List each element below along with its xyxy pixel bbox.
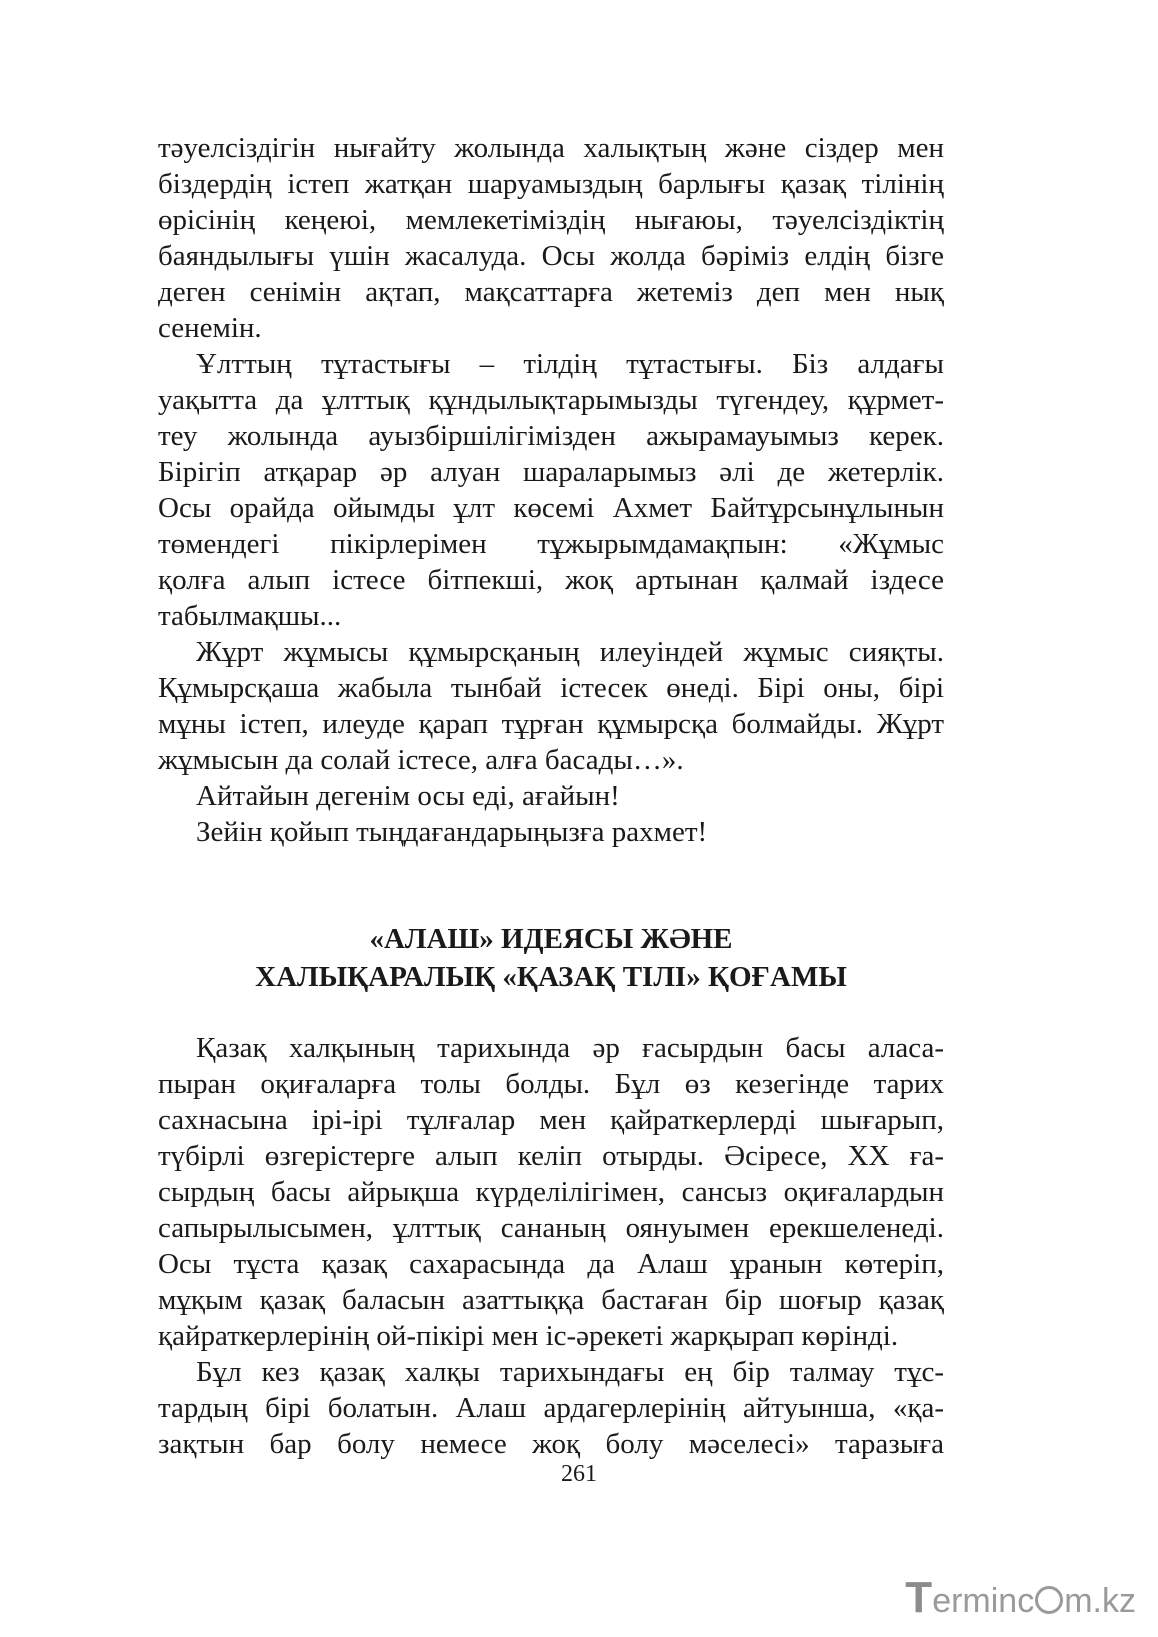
text-line: уақытта да ұлттық құндылықтарымызды түгендеу, құрмет- xyxy=(158,384,944,416)
site-watermark xyxy=(905,1573,1136,1623)
watermark-text-part1: erminc xyxy=(932,1582,1035,1620)
text-line: жұмысын да солай істесе, алға басады…». xyxy=(158,744,684,776)
section-title-line-2: ХАЛЫҚАРАЛЫҚ «ҚАЗАҚ ТІЛІ» ҚОҒАМЫ xyxy=(255,961,847,993)
text-line: Бұл кез қазақ халқы тарихындағы ең бір талмау тұс- xyxy=(196,1356,944,1388)
text-line: сенемін. xyxy=(158,312,262,344)
text-line: Ұлттың тұтастығы – тілдің тұтастығы. Біз алдағы xyxy=(196,348,944,380)
text-line: табылмақшы... xyxy=(158,600,342,632)
text-line: төмендегі пікірлерімен тұжырымдамақпын: «Жұмыс xyxy=(158,528,944,560)
text-line: сырдың басы айрықша күрделілігімен, сансыз оқиғалардын xyxy=(158,1176,944,1208)
watermark-text-part2: m.kz xyxy=(1064,1582,1136,1620)
text-line: пыран оқиғаларға толы болды. Бұл өз кезегінде тарих xyxy=(158,1068,944,1100)
text-line: Бірігіп атқарар әр алуан шараларымыз әлі де жетерлік. xyxy=(158,456,944,488)
magnifier-icon xyxy=(1035,1586,1063,1614)
text-line: біздердің істеп жатқан шаруамыздың барлығы қазақ тілінің xyxy=(158,168,944,200)
paragraph xyxy=(158,1354,944,1462)
page-body xyxy=(158,130,944,1462)
text-line: тәуелсіздігін нығайту жолында халықтың және сіздер мен xyxy=(158,132,944,164)
text-line: Құмырсқаша жабыла тынбай істесек өнеді. Бірі оны, бірі xyxy=(158,672,944,704)
text-line: Жұрт жұмысы құмырсқаның илеуіндей жұмыс сияқты. xyxy=(196,636,944,668)
text-line: түбірлі өзгерістерге алып келіп отырды. Әсіресе, ХХ ға- xyxy=(158,1140,944,1172)
section-title xyxy=(158,920,944,996)
text-line: тардың бірі болатын. Алаш ардагерлерінің айтуынша, «қа- xyxy=(158,1392,944,1424)
text-block-top xyxy=(158,130,944,850)
text-line: Қазақ халқының тарихында әр ғасырдын басы аласа- xyxy=(196,1032,944,1064)
paragraph xyxy=(158,346,944,634)
text-line: сахнасына ірі-ірі тұлғалар мен қайраткерлерді шығарып, xyxy=(158,1104,944,1136)
text-line: теу жолында ауызбіршілігімізден ажырамауымыз керек. xyxy=(158,420,944,452)
text-line: мұқым қазақ баласын азаттыққа бастаған бір шоғыр қазақ xyxy=(158,1284,944,1316)
text-line: мұны істеп, илеуде қарап тұрған құмырсқа болмайды. Жұрт xyxy=(158,708,944,740)
text-line: қолға алып істесе бітпекші, жоқ артынан қалмай іздесе xyxy=(158,564,944,596)
text-line: Зейін қойып тыңдағандарыңызға рахмет! xyxy=(196,816,708,848)
text-line: өрісінің кеңеюі, мемлекетіміздің нығаюы, тәуелсіздіктің xyxy=(158,204,944,236)
paragraph xyxy=(158,130,944,346)
text-block-bottom xyxy=(158,1030,944,1462)
section-title-line-1: «АЛАШ» ИДЕЯСЫ ЖӘНЕ xyxy=(369,923,733,955)
text-line: сапырылысымен, ұлттық сананың оянуымен ерекшеленеді. xyxy=(158,1212,944,1244)
page-number: 261 xyxy=(561,1461,597,1487)
paragraph xyxy=(158,778,944,814)
text-line: Осы тұста қазақ сахарасында да Алаш ұранын көтеріп, xyxy=(158,1248,944,1280)
text-line: Осы орайда ойымды ұлт көсемі Ахмет Байтұрсынұлынын xyxy=(158,492,944,524)
text-line: баяндылығы үшін жасалуда. Осы жолда бәріміз елдің бізге xyxy=(158,240,944,272)
paragraph xyxy=(158,634,944,778)
text-line: қайраткерлерінің ой-пікірі мен іс-әрекеті жарқырап көрінді. xyxy=(158,1320,899,1352)
paragraph xyxy=(158,814,944,850)
text-line: деген сенімін ақтап, мақсаттарға жетеміз деп мен нық xyxy=(158,276,944,308)
text-line: зақтын бар болу немесе жоқ болу мәселесі» таразыға xyxy=(158,1428,944,1460)
paragraph xyxy=(158,1030,944,1354)
text-line: Айтайын дегенім осы еді, ағайын! xyxy=(196,780,620,812)
watermark-t-letter: T xyxy=(905,1573,933,1622)
